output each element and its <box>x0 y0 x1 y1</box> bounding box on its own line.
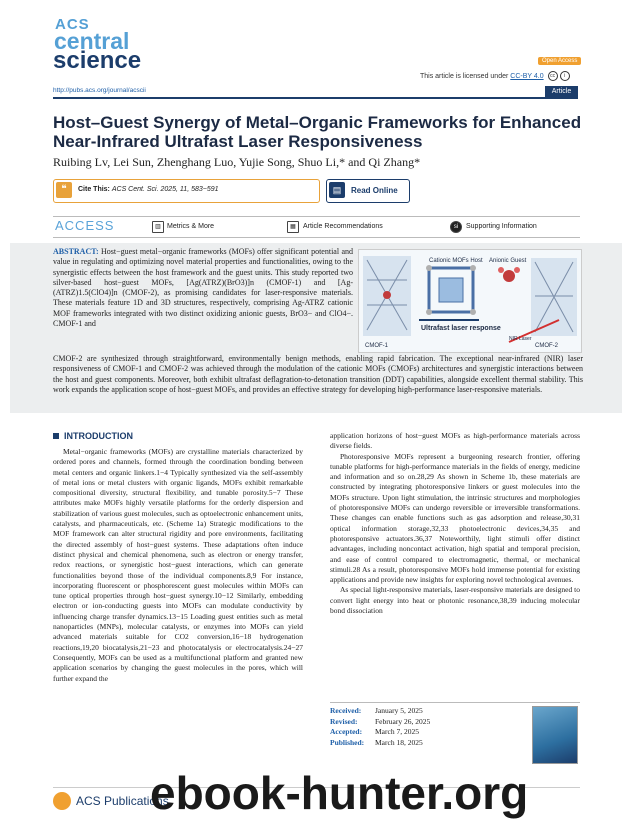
supporting-info-link[interactable]: Supporting Information <box>466 223 537 230</box>
response-label: Ultrafast laser response <box>421 325 501 332</box>
section-heading-introduction: INTRODUCTION <box>64 431 133 441</box>
dates-rule <box>330 702 580 703</box>
published-date: March 18, 2025 <box>375 737 423 747</box>
watermark: ebook-hunter.org <box>150 767 529 819</box>
laser-label: NIR Laser <box>509 336 532 342</box>
intro-paragraph-4: As special light-responsive materials, laser-responsive materials are designed to convert light energy into heat or photonic resonance,38,39 inducing molecular bond dissociation <box>330 585 580 616</box>
publisher-name: ACS Publications <box>76 794 169 808</box>
recommendations-link[interactable]: Article Recommendations <box>303 223 383 230</box>
journal-cover-thumbnail[interactable] <box>532 706 578 764</box>
toc-illustration <box>359 250 581 352</box>
received-label: Received: <box>330 706 362 715</box>
cmof1-label: CMOF-1 <box>365 343 388 349</box>
revised-date: February 26, 2025 <box>375 716 431 726</box>
published-label: Published: <box>330 737 365 747</box>
access-label: ACCESS <box>55 218 115 233</box>
abstract-text-1: Host−guest metal−organic frameworks (MOFs) offer significant potential and value in regulating and optimizing novel material properties and functionalities, owing to the synergistic effects between the host framework and the guest units. This study reported two silver-based host−guest MOFs, [Ag(ATRZ)(BrO3)]n (CMOF-1) and [Ag-(ATRZ)1.5(ClO4)]n (CMOF-2), as promising candidates for laser-responsive materials. These materials feature 1D and 3D structures, respectively, comprising Ag-ATRZ cationic MOF frameworks integrated with two distinct oxidizing anionic guests, BrO3− and ClO4−. CMOF-1 and <box>53 247 354 329</box>
journal-logo-science: science <box>53 47 142 74</box>
author-list: Ruibing Lv, Lei Sun, Zhenghang Luo, Yujie Song, Shuo Li,* and Qi Zhang* <box>53 155 421 169</box>
section-marker <box>53 433 59 439</box>
quote-icon: ❝ <box>56 182 72 198</box>
anionic-label: Anionic Guest <box>489 258 527 264</box>
intro-paragraph-2: application horizons of host−guest MOFs as high-performance materials across diverse fields. <box>330 431 580 451</box>
cite-this[interactable] <box>78 186 219 193</box>
metrics-link[interactable]: Metrics & More <box>167 223 215 230</box>
license-prefix: This article is licensed under <box>420 72 511 80</box>
journal-logo-acs: ACS <box>55 16 90 33</box>
supporting-info-icon: si <box>450 221 462 233</box>
read-online-label[interactable]: Read Online <box>351 186 398 195</box>
paper-title: Host–Guest Synergy of Metal–Organic Frameworks for Enhanced Near-Infrared Ultrafast Laser Responsiveness <box>53 113 582 151</box>
article-type-tag: Article <box>545 86 578 97</box>
read-online-icon: ▤ <box>329 182 345 198</box>
journal-url[interactable]: http://pubs.acs.org/journal/acscii <box>53 87 146 94</box>
license-line <box>420 71 570 81</box>
recommendations-icon: ▦ <box>287 221 299 233</box>
toc-graphic <box>358 249 582 353</box>
publication-dates <box>330 706 530 748</box>
license-link[interactable]: CC-BY 4.0 <box>510 72 544 80</box>
intro-right-column <box>330 431 580 616</box>
open-access-badge: Open Access <box>538 57 581 65</box>
accepted-label: Accepted: <box>330 727 363 736</box>
cmof2-label: CMOF-2 <box>535 343 558 349</box>
acs-logo-icon <box>53 792 71 810</box>
revised-label: Revised: <box>330 716 358 726</box>
cc-icon: cc <box>548 71 558 81</box>
cite-label: Cite This: <box>78 186 110 193</box>
intro-left-column <box>53 447 303 684</box>
intro-paragraph-3: Photoresponsive MOFs represent a burgeoning research frontier, offering tunable platforms for high-performance materials in the fields of energy, medicine and information and so on.28,29 As shown in Scheme 1b, these materials are constructed by integrating photoresponsive linkers or guest molecules into the MOFs structure. Upon light stimulation, the intrinsic structures and morphologies of photoresponsive MOFs can undergo reversible or irreversible transformations. These changes can enable functions such as gas adsorption and release,30,31 optical information storage,32,33 photoelectronic devices,34,35 and photoresponsive actuators.36,37 Noteworthily, light stimuli offer distinct advantages, including noncontact activation, high spatial and temporal precision, and ease of control compared to electromagnetic, thermal, or mechanical stimuli.28 As a result, photoresponsive MOFs hold immense potential for existing applications and provide new insights for exploring novel technological avenues. <box>330 451 580 585</box>
cmof1-structure <box>363 256 411 336</box>
abstract-part2: CMOF-2 are synthesized through straightforward, environmentally benign methods, enabling rapid fabrication. The exceptional near-infrared (NIR) laser responsiveness of CMOF-1 and CMOF-2 was achieved through the modulation of the cationic MOFs (CMOFs) architectures and synergistic interactions between the host and guest components. Moreover, both exhibit ultrafast deflagration-to-detonation transition (DDT) capabilities, alongside excellent thermal stability. This work expands the application scope of host−guest MOFs, and provides an effective strategy for developing high-performance laser-responsive materials. <box>53 354 583 394</box>
abstract-part1 <box>53 247 353 329</box>
by-icon: i <box>560 71 570 81</box>
abstract-label: ABSTRACT: <box>53 247 99 256</box>
journal-logo-central: central <box>54 28 130 54</box>
intro-paragraph-1: Metal−organic frameworks (MOFs) are crystalline materials characterized by ordered pores and channels, formed through the coordination bonding between metal centers and organic linkers.1−4 Typically synthesized via the self-assembly of metal ions or metal clusters with organic ligands, MOFs exhibit remarkable compositional diversity, structural flexibility, and tunable porosity.5−7 These attributes make MOFs highly versatile platforms for the orderly dispersion and stabilization of various guest molecules, such as optoelectronic enhancement units, catalysts, and pharmaceuticals, etc. (Scheme 1a) Strategic modifications to the MOF framework can alter structural rigidity and pore environments, facilitating the directed assembly of host−guest systems. These adaptations often induce distinct physical and chemical phenomena, such as electron or energy transfer, redox reactions, or synergistic host−guest interactions, which can generate functionalities beyond those of the individual components.8,9 For instance, incorporating fluorescent or phosphorescent guest molecules within MOFs can tune optical properties through host−guest synergy.10−12 Similarly, embedding electron or ion-conducting guests into MOFs can modulate conductivity by influencing charge transfer dynamics.13−15 Loading guest entities such as metal nanoparticles (MNPs), molecular catalysts, or enzymes into MOFs can yield advanced materials suitable for CO2 conversion,16−18 hydrogenation reactions,19,20 biocatalysis,21−23 and photocatalysis or electrocatalysis.24−27 Consequently, MOFs can be used as a multifunctional platform and granted new application scenarios by changing the guest molecules in the pores, which will further expand the <box>53 447 303 683</box>
received-date: January 5, 2025 <box>375 706 423 715</box>
accepted-date: March 7, 2025 <box>375 727 419 736</box>
metrics-icon: ▥ <box>152 221 164 233</box>
citation: ACS Cent. Sci. 2025, 11, 583−591 <box>111 186 219 193</box>
cmof2-structure <box>531 258 577 336</box>
cationic-label: Cationic MOFs Host <box>429 258 483 264</box>
